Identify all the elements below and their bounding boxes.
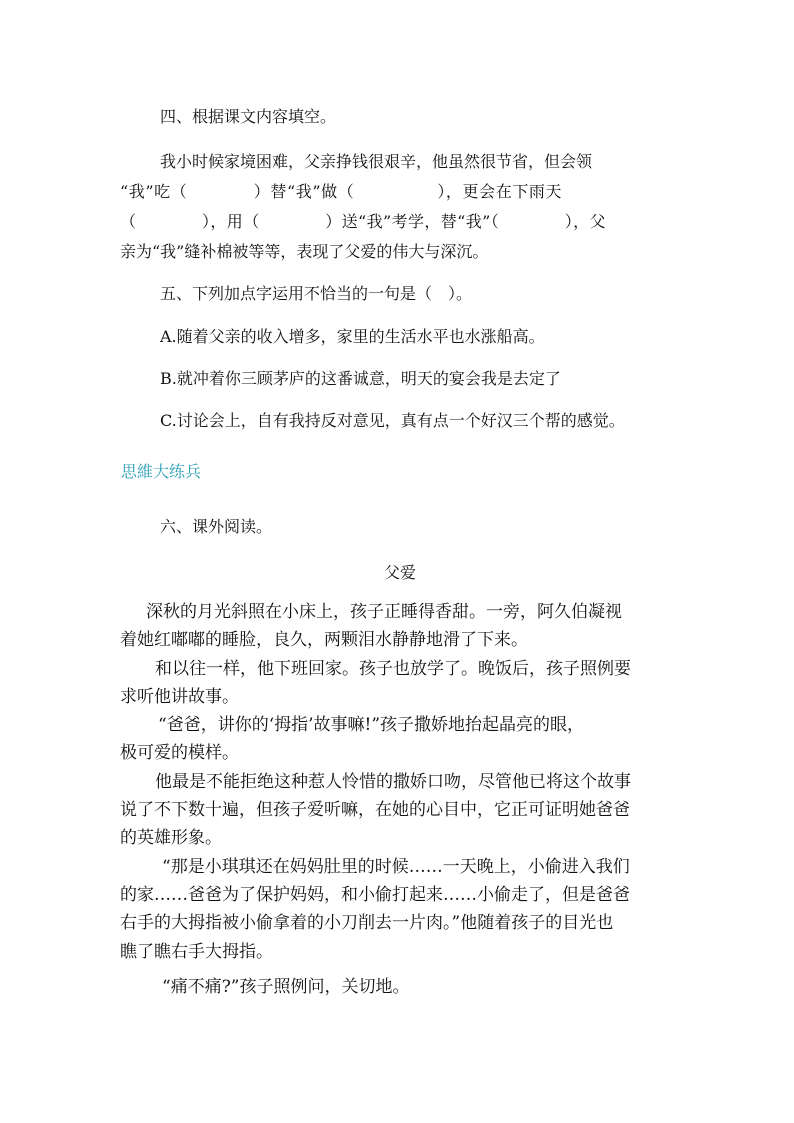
story-line-12: 右手的大拇指被小偷拿着的小刀削去一片肉。”他随着孩子的目光也 <box>120 913 614 933</box>
story-line-9: 的英雄形象。 <box>120 828 222 848</box>
option-b: B.就冲着你三顾茅庐的这番诚意，明天的宴会我是去定了 <box>160 369 561 388</box>
fill-blank-line-1 <box>160 152 673 172</box>
story-line-5: “爸爸，讲你的‘拇指’故事嘛!”孩子撒娇地抬起晶亮的眼， <box>158 715 585 735</box>
section-6-heading: 六、课外阅读。 <box>160 517 273 536</box>
story-line-10: “那是小琪琪还在妈妈肚里的时候……一天晚上，小偷进入我们 <box>162 857 630 877</box>
fill-blank-line-1-text: 我小时候家境困难，父亲挣钱很艰辛，他虽然很节省，但会领 <box>160 152 593 171</box>
option-c: C.讨论会上，自有我持反对意见，真有点一个好汉三个帮的感觉。 <box>160 411 625 430</box>
story-line-2: 着她红嘟嘟的睡脸，良久，两颗泪水静静地滑了下来。 <box>120 630 528 650</box>
option-a: A.随着父亲的收入增多，家里的生活水平也水涨船高。 <box>160 327 545 346</box>
story-line-8: 说了不下数十遍，但孩子爱听嘛，在她的心目中，它正可证明她爸爸 <box>120 800 630 820</box>
story-line-1: 深秋的月光斜照在小床上，孩子正睡得香甜。一旁，阿久伯凝视 <box>146 602 622 622</box>
fill-blank-line-3: （ ），用（ ）送“我”考学，替“我”（ ），父 <box>120 212 606 231</box>
section-5-heading: 五、下列加点字运用不恰当的一句是（ ）。 <box>160 284 473 303</box>
story-line-7: 他最是不能拒绝这种惹人怜惜的撒娇口吻，尽管他已将这个故事 <box>155 772 631 792</box>
fill-blank-line-4: 亲为“我”缝补棉被等等，表现了父爱的伟大与深沉。 <box>120 242 489 261</box>
story-line-13: 瞧了瞧右手大拇指。 <box>120 942 273 962</box>
story-line-6: 极可爱的模样。 <box>120 743 239 763</box>
section-label-thinking-practice: 思維大练兵 <box>121 462 202 481</box>
story-line-3: 和以往一样，他下班回家。孩子也放学了。晚饭后，孩子照例要 <box>155 659 631 679</box>
story-line-14: “痛不痛?”孩子照例问，关切地。 <box>162 977 410 997</box>
story-title: 父爱 <box>384 563 417 582</box>
story-line-4: 求听他讲故事。 <box>120 687 239 707</box>
section-4-heading: 四、根据课文内容填空。 <box>160 107 337 126</box>
fill-blank-line-2: “我”吃（ ）替“我”做（ ），更会在下雨天 <box>120 182 563 201</box>
story-line-11: 的家……爸爸为了保护妈妈，和小偷打起来……小偷走了，但是爸爸 <box>120 885 630 905</box>
